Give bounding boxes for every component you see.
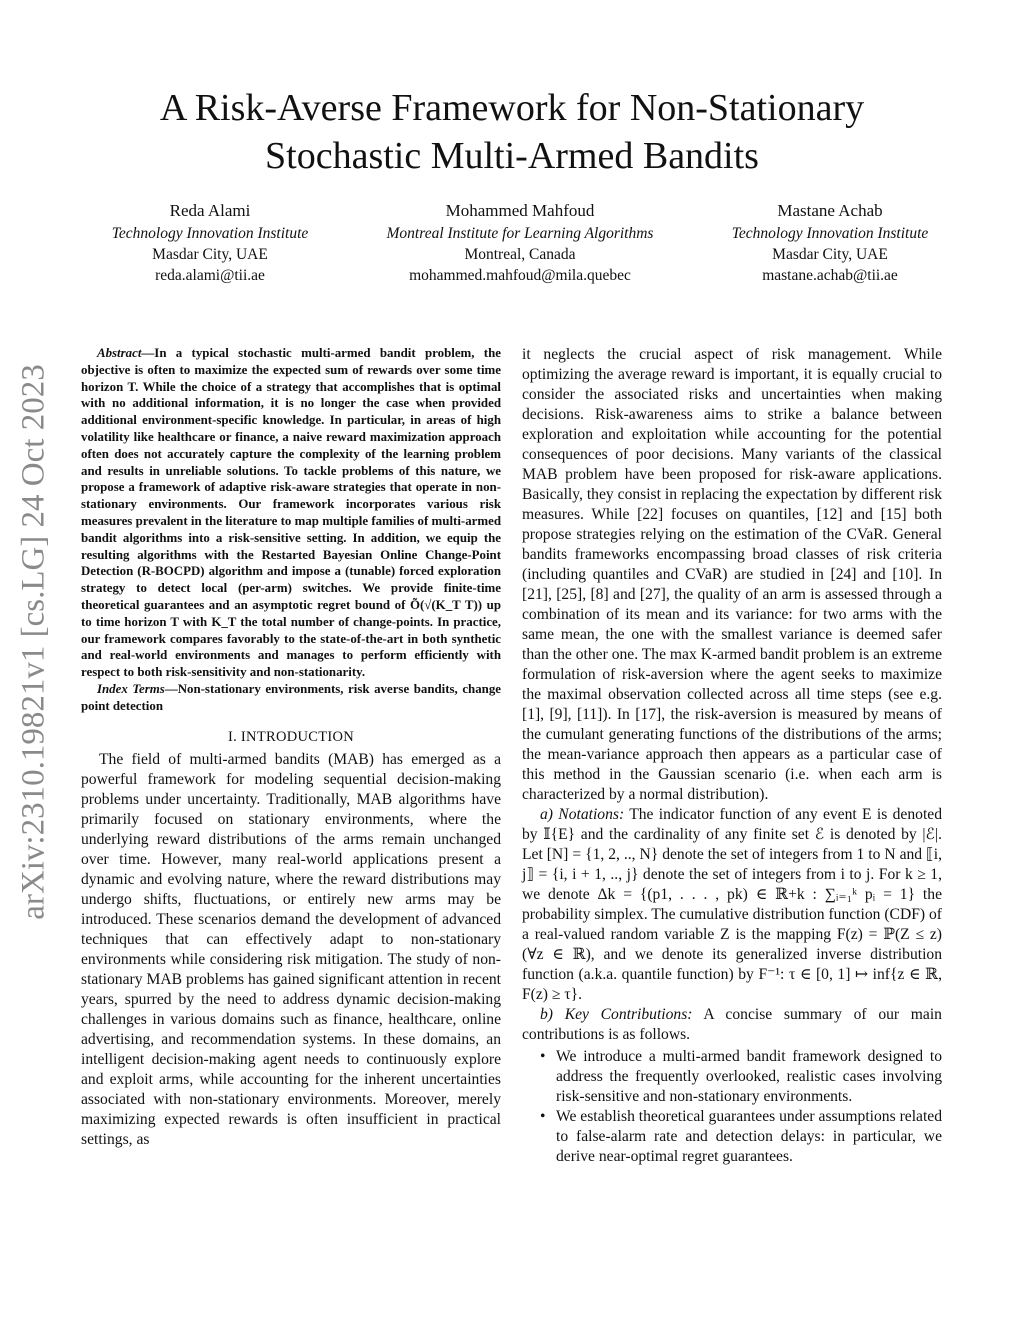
author-block xyxy=(60,200,980,286)
author-name: Reda Alami xyxy=(169,201,251,220)
author-email: reda.alami@tii.ae xyxy=(155,267,265,284)
title-line-1: A Risk-Averse Framework for Non-Stationary xyxy=(159,87,865,129)
title-line-2: Stochastic Multi-Armed Bandits xyxy=(265,135,759,177)
author-name: Mastane Achab xyxy=(777,201,883,220)
author-3 xyxy=(680,200,980,286)
author-location: Masdar City, UAE xyxy=(772,246,888,263)
right-paragraph: it neglects the crucial aspect of risk management. While optimizing the average reward is important, it is equally crucial to consider the associated risks and uncertainties when making decisions. Risk-awareness aims to strike a balance between exploration and exploitation while accounting for the potential consequences of poor decisions. Many variants of the classical MAB problem have been proposed for risk-aware applications. Basically, they consist in replacing the expectation by different risk measures. While [22] focuses on quantiles, [12] and [15] both propose strategies relying on the estimation of the CVaR. General bandits frameworks encompassing broad classes of risk criteria (including quantiles and CVaR) are studied in [24] and [10]. In [21], [25], [8] and [27], the quality of an arm is assessed through a combination of its mean and its variance: for two arms with the same mean, the one with the smallest variance is deemed safer than the other one. The max K-armed bandit problem is an extreme formulation of risk-aversion where the agent seeks to maximize the maximal observation collected across all time steps (see e.g. [1], [9], [11]). In [17], the risk-aversion is measured by means of the cumulant generating functions of the distributions of the arms; the mean-variance approach then appears as a particular case of this method in the Gaussian scenario (i.e. when each arm is characterized by a normal distribution). xyxy=(522,346,942,803)
notations-text: The indicator function of any event E is denoted by 𝕀{E} and the cardinality of any finite set ℰ is denoted by |ℰ|. Let [N] = {1, 2, .., N} denote the set of integers from 1 to N and ⟦i, j⟧ = {i, i + 1, .., j} denote the set of integers from i to j. For k ≥ 1, we denote Δk = {(p1, . . . , pk) ∈ ℝ+k : ∑ᵢ₌₁ᵏ pᵢ = 1} the probability simplex. The cumulative distribution function (CDF) of a real-valued random variable Z is the mapping F(z) = ℙ(Z ≤ z) (∀z ∈ ℝ), and we denote its generalized inverse distribution function (a.k.a. quantile function) by F⁻¹: τ ∈ [0, 1] ↦ inf{z ∈ ℝ, F(z) ≥ τ}. xyxy=(522,806,942,1003)
abstract-label: Abstract xyxy=(97,346,142,360)
author-affiliation: Technology Innovation Institute xyxy=(111,225,309,242)
intro-body xyxy=(81,750,501,1150)
paper-title xyxy=(0,84,1024,180)
author-affiliation: Montreal Institute for Learning Algorithms xyxy=(386,225,654,242)
author-2 xyxy=(360,200,680,286)
contributions-list xyxy=(522,1047,942,1167)
author-location: Masdar City, UAE xyxy=(152,246,268,263)
index-terms-label: Index Terms xyxy=(97,681,165,696)
author-email: mohammed.mahfoud@mila.quebec xyxy=(409,267,631,284)
right-column xyxy=(522,345,942,1167)
section-heading: I. INTRODUCTION xyxy=(227,728,355,745)
intro-paragraph: The field of multi-armed bandits (MAB) has emerged as a powerful framework for modeling sequential decision-making problems under uncertainty. Traditionally, MAB algorithms have primarily focused on stationary environments, where the underlying reward distributions of the arms remain unchanged over time. However, many real-world applications present a dynamic and evolving nature, where the reward distributions may undergo shifts, fluctuations, or entirely new arms may be introduced. These scenarios demand the development of advanced techniques that can effectively adapt to non-stationary environments while considering risk mitigation. The study of non-stationary MAB problems has gained significant attention in recent years, spurred by the need to address dynamic decision-making challenges in various domains such as finance, healthcare, online advertising, and recommendation systems. In these domains, an intelligent decision-making agent needs to continuously explore and exploit arms, while accounting for the inherent uncertainties associated with non-stationary environments. Moreover, merely maximizing expected rewards is often insufficient in practical settings, as xyxy=(81,750,501,1148)
arxiv-stamp xyxy=(14,352,54,932)
list-item: • We establish theoretical guarantees under assumptions related to false-alarm rate and detection delays: in particular, we derive near-optimal regret guarantees. xyxy=(556,1107,942,1167)
author-name: Mohammed Mahfoud xyxy=(445,201,595,220)
index-terms-text: —Non-stationary environments, risk averse bandits, change point detection xyxy=(81,681,501,713)
author-affiliation: Technology Innovation Institute xyxy=(731,225,929,242)
left-column xyxy=(81,345,501,1150)
list-item: • We introduce a multi-armed bandit framework designed to address the frequently overlooked, realistic cases involving risk-sensitive and non-stationary environments. xyxy=(556,1047,942,1107)
abstract xyxy=(81,345,501,715)
author-email: mastane.achab@tii.ae xyxy=(762,267,898,284)
arxiv-id: arXiv:2310.19821v1 [cs.LG] 24 Oct 2023 xyxy=(15,364,52,920)
author-location: Montreal, Canada xyxy=(464,246,576,263)
contributions-paragraph xyxy=(522,1005,942,1045)
contributions-text: A concise summary of our main contributions is as follows. xyxy=(522,1006,942,1043)
abstract-text: —In a typical stochastic multi-armed bandit problem, the objective is often to maximize the expected sum of rewards over some time horizon T. While the choice of a strategy that accomplishes that is optimal with no additional information, it is no longer the case when provided additional environment-specific knowledge. In particular, in areas of high volatility like healthcare or finance, a naive reward maximization approach often does not accurately capture the complexity of the learning problem and results in unreliable solutions. To tackle problems of this nature, we propose a framework of adaptive risk-aware strategies that operate in non-stationary environments. Our framework incorporates various risk measures prevalent in the literature to map multiple families of multi-armed bandit algorithms into a risk-sensitive setting. In addition, we equip the resulting algorithms with the Restarted Bayesian Online Change-Point Detection (R-BOCPD) algorithm and impose a (tunable) forced exploration strategy to detect local (per-arm) switches. We provide finite-time theoretical guarantees and an asymptotic regret bound of Õ(√(K_T T)) up to time horizon T with K_T the total number of change-points. In practice, our framework compares favorably to the state-of-the-art in both synthetic and real-world environments and manages to perform efficiently with respect to both risk-sensitivity and non-stationarity. xyxy=(81,346,501,680)
author-1 xyxy=(60,200,360,286)
contributions-heading: b) Key Contributions: xyxy=(540,1006,693,1023)
notations-heading: a) Notations: xyxy=(540,806,625,823)
notations-paragraph xyxy=(522,805,942,1005)
